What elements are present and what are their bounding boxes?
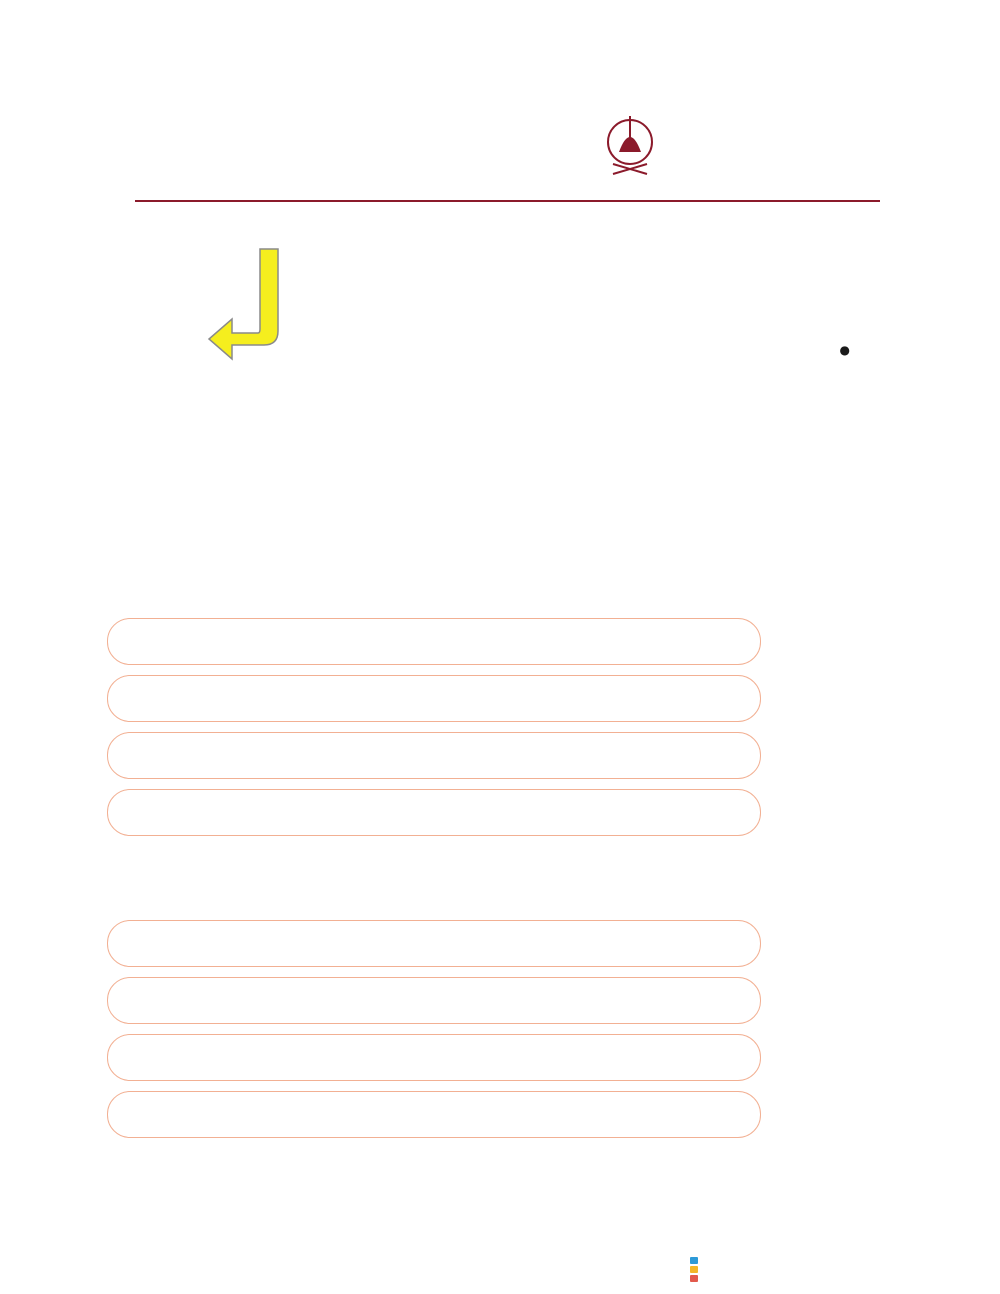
liveworksheets-watermark [690,1256,702,1283]
bullet-icon: ● [839,343,850,357]
q2-option-1[interactable] [107,920,761,967]
instructions-intro [830,343,850,357]
q2-option-2[interactable] [107,977,761,1024]
q2-option-4[interactable] [107,1091,761,1138]
q2-option-3[interactable] [107,1034,761,1081]
q1-option-4[interactable] [107,789,761,836]
q1-option-2[interactable] [107,675,761,722]
arrow-down-left-icon[interactable] [206,245,286,363]
q1-option-3[interactable] [107,732,761,779]
header-divider [135,200,880,202]
qatar-emblem-icon [605,102,655,182]
q1-option-1[interactable] [107,618,761,665]
ministry-header [135,98,880,202]
liveworksheets-logo-icon [690,1256,698,1283]
